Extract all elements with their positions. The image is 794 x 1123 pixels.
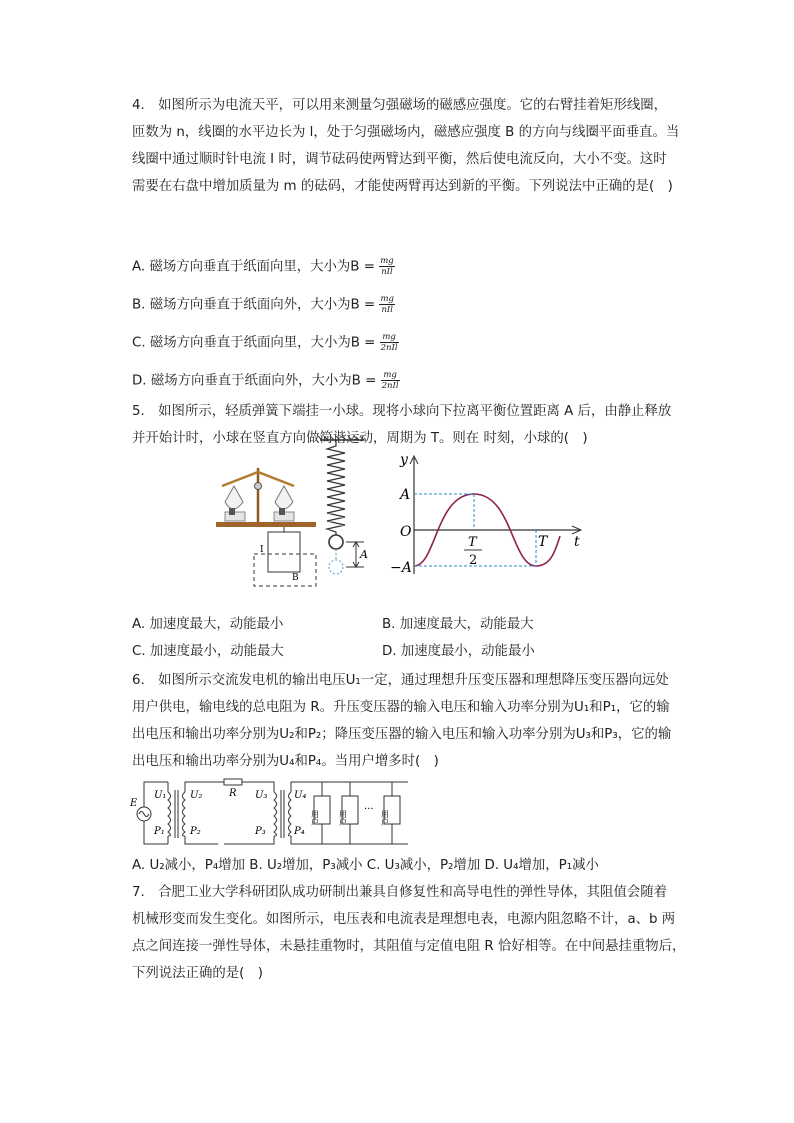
step-down-secondary-coil xyxy=(289,792,292,836)
q4-option-c xyxy=(132,332,399,354)
q4-option-b-text: B. 磁场方向垂直于纸面向外，大小为B = xyxy=(132,297,380,313)
balance-current-label: I xyxy=(260,545,264,555)
q4-option-a-fraction: $\frac{mg}{\text{nIl}}$ xyxy=(380,256,394,277)
q4-option-d-text: D. 磁场方向垂直于纸面向外，大小为B = xyxy=(132,373,381,389)
load-ellipsis: ··· xyxy=(364,804,374,815)
step-up-secondary-coil xyxy=(183,792,186,836)
displaced-ball xyxy=(329,560,343,574)
q5-line-2: 并开始计时，小球在竖直方向做简谐运动，周期为 T。则在 时刻，小球的( ) xyxy=(132,431,588,446)
graph-t-label: t xyxy=(574,534,580,550)
circuit-P2-label: P₂ xyxy=(190,826,201,837)
load-1-label: 用户 xyxy=(310,810,320,826)
spring-ball-figure xyxy=(318,436,374,586)
left-pan-bell xyxy=(225,486,243,509)
q5-option-a: A. 加速度最大，动能最小 xyxy=(132,617,284,632)
line-resistor xyxy=(224,779,242,785)
q6-line-1: 6. 如图所示交流发电机的输出电压U₁一定，通过理想升压变压器和理想降压变压器向远处 xyxy=(132,673,669,688)
q5-option-c: C. 加速度最小，动能最大 xyxy=(132,644,284,659)
graph-neg-amplitude-label: −A xyxy=(390,560,412,576)
step-down-primary-coil xyxy=(274,792,277,836)
balance-pivot xyxy=(255,483,262,490)
circuit-U2-label: U₂ xyxy=(190,790,203,801)
right-weight xyxy=(279,508,285,515)
q4-line-3: 线圈中通过顺时针电流 I 时，调节砝码使两臂达到平衡，然后使电流反向，大小不变。这时 xyxy=(132,152,667,167)
q4-option-a xyxy=(132,256,395,278)
spring-amplitude-label: A xyxy=(360,548,368,561)
q4-line-1: 4. 如图所示为电流天平，可以用来测量匀强磁场的磁感应强度。它的右臂挂着矩形线圈， xyxy=(132,98,668,113)
ball xyxy=(329,535,343,549)
q4-option-c-fraction: $\frac{mg}{\text{2nIl}}$ xyxy=(380,332,398,353)
circuit-P1-label: P₁ xyxy=(154,826,165,837)
graph-amplitude-label: A xyxy=(400,487,411,503)
balance-base xyxy=(216,522,316,527)
q7-line-2: 机械形变而发生变化。如图所示，电压表和电流表是理想电表，电源内阻忽略不计，a、b 两 xyxy=(132,912,676,927)
balance-field-label: B xyxy=(292,573,299,583)
q4-option-b xyxy=(132,294,395,316)
graph-half-period-denominator: 2 xyxy=(469,553,478,568)
circuit-U4-label: U₄ xyxy=(294,790,307,801)
load-3-label: 用户 xyxy=(380,810,390,826)
graph-period-label: T xyxy=(538,534,548,550)
step-up-primary-coil xyxy=(168,792,171,836)
q6-line-3: 出电压和输出功率分别为U₂和P₂；降压变压器的输入电压和输入功率分别为U₃和P₃，它的输 xyxy=(132,727,672,742)
left-weight xyxy=(229,508,235,515)
q5-line-1: 5. 如图所示，轻质弹簧下端挂一小球。现将小球向下拉离平衡位置距离 A 后，由静止释放 xyxy=(132,404,672,419)
right-pan-bell xyxy=(275,486,293,509)
q7-line-4: 下列说法正确的是( ) xyxy=(132,966,263,981)
q6-line-2: 用户供电，输电线的总电阻为 R。升压变压器的输入电压和输入功率分别为U₁和P₁，它的输 xyxy=(132,700,670,715)
spring-coil xyxy=(327,440,345,536)
vibration-graph xyxy=(388,452,588,584)
load-2-label: 用户 xyxy=(338,810,348,826)
q4-line-2: 匝数为 n，线圈的水平边长为 l，处于匀强磁场内，磁感应强度 B 的方向与线圈平面垂直。当 xyxy=(132,125,680,140)
q4-option-a-text: A. 磁场方向垂直于纸面向里，大小为B = xyxy=(132,259,380,275)
q5-option-d: D. 加速度最小，动能最小 xyxy=(382,644,535,659)
rect-coil xyxy=(268,532,300,572)
q6-options: A. U₂减小，P₄增加 B. U₂增加，P₃减小 C. U₃减小，P₂增加 D. U₄增加，P₁减小 xyxy=(132,858,599,873)
graph-half-period-numerator: T xyxy=(468,535,477,550)
circuit-R-label: R xyxy=(229,788,237,799)
circuit-P4-label: P₄ xyxy=(294,826,305,837)
q7-line-3: 点之间连接一弹性导体，未悬挂重物时，其阻值与定值电阻 R 恰好相等。在中间悬挂重物后， xyxy=(132,939,686,954)
q4-option-d-fraction: $\frac{mg}{\text{2nIl}}$ xyxy=(381,370,399,391)
q4-option-b-fraction: $\frac{mg}{\text{nIl}}$ xyxy=(380,294,394,315)
q6-line-4: 出电压和输出功率分别为U₄和P₄。当用户增多时( ) xyxy=(132,754,439,769)
power-transmission-circuit xyxy=(128,776,413,850)
circuit-E-label: E xyxy=(130,798,138,809)
q5-option-b: B. 加速度最大，动能最大 xyxy=(382,617,534,632)
q7-line-1: 7. 合肥工业大学科研团队成功研制出兼具自修复性和高导电性的弹性导体，其阻值会随着 xyxy=(132,885,668,900)
graph-origin-label: O xyxy=(400,524,412,540)
circuit-U1-label: U₁ xyxy=(154,790,167,801)
circuit-P3-label: P₃ xyxy=(255,826,266,837)
current-balance-figure xyxy=(212,464,320,590)
q4-line-4: 需要在右盘中增加质量为 m 的砝码，才能使两臂再达到新的平衡。下列说法中正确的是( ) xyxy=(132,179,673,194)
graph-y-label: y xyxy=(400,452,408,468)
generator-sine xyxy=(139,812,149,817)
q4-option-d xyxy=(132,370,400,392)
circuit-U3-label: U₃ xyxy=(255,790,268,801)
q4-option-c-text: C. 磁场方向垂直于纸面向里，大小为B = xyxy=(132,335,380,351)
